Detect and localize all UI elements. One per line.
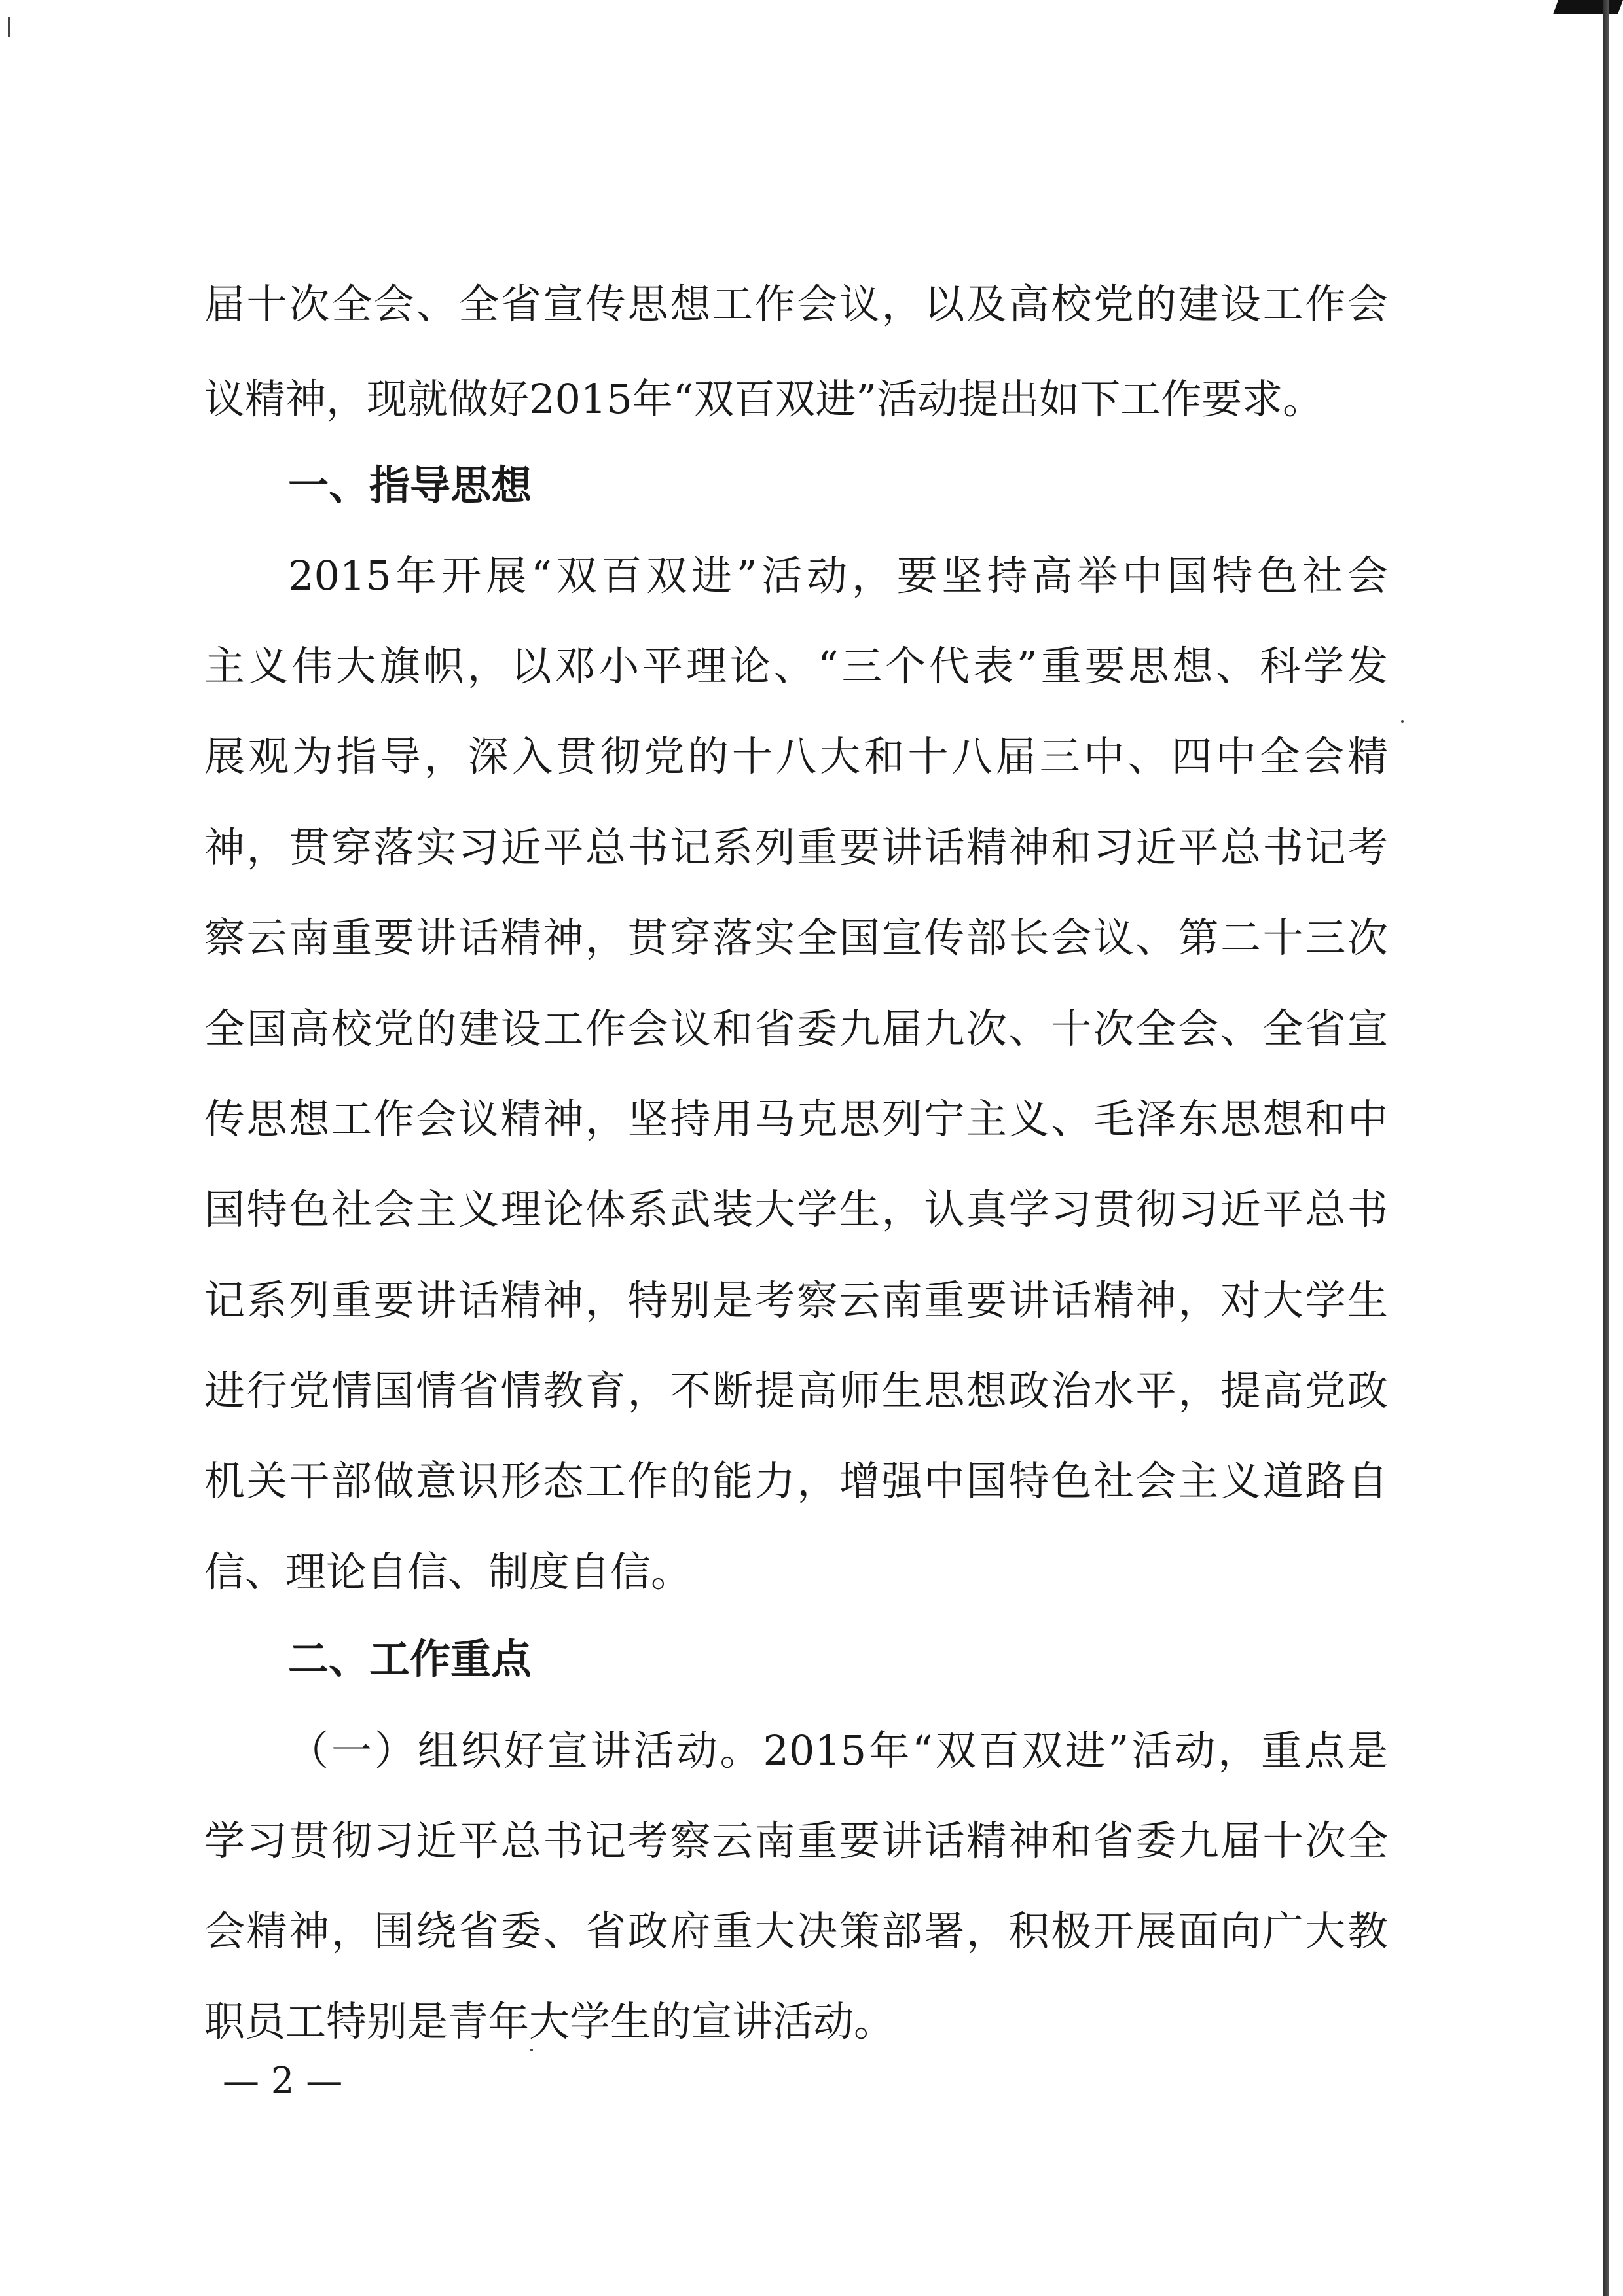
body-line: （一）组织好宣讲活动。2015年“双百双进”活动，重点是 — [288, 1727, 1388, 1774]
body-line: 记系列重要讲话精神，特别是考察云南重要讲话精神，对大学生 — [204, 1276, 1388, 1324]
body-line: 机关干部做意识形态工作的能力，增强中国特色社会主义道路自 — [204, 1457, 1388, 1505]
body-line: 主义伟大旗帜，以邓小平理论、“三个代表”重要思想、科学发 — [204, 642, 1388, 690]
body-line: 2015年开展“双百双进”活动，要坚持高举中国特色社会 — [288, 552, 1388, 600]
body-line: 国特色社会主义理论体系武装大学生，认真学习贯彻习近平总书 — [204, 1185, 1388, 1233]
section-heading: 一、指导思想 — [288, 461, 532, 509]
body-line: 进行党情国情省情教育，不断提高师生思想政治水平，提高党政 — [204, 1367, 1388, 1414]
body-line: 会精神，围绕省委、省政府重大决策部署，积极开展面向广大教 — [204, 1907, 1388, 1955]
body-line: 全国高校党的建设工作会议和省委九届九次、十次全会、全省宣 — [204, 1005, 1388, 1052]
body-line: 学习贯彻习近平总书记考察云南重要讲话精神和省委九届十次全 — [204, 1817, 1388, 1865]
body-line: 神，贯穿落实习近平总书记系列重要讲话精神和习近平总书记考 — [204, 823, 1388, 871]
body-line: 展观为指导，深入贯彻党的十八大和十八届三中、四中全会精 — [204, 732, 1388, 780]
page-number: — 2 — — [223, 2060, 343, 2102]
body-line: 职员工特别是青年大学生的宣讲活动。 — [204, 1998, 895, 2045]
body-line: 届十次全会、全省宣传思想工作会议，以及高校党的建设工作会 — [204, 280, 1388, 328]
body-line: 察云南重要讲话精神，贯穿落实全国宣传部长会议、第二十三次 — [204, 914, 1388, 961]
body-line: 议精神，现就做好2015年“双百双进”活动提出如下工作要求。 — [204, 375, 1324, 423]
section-heading: 二、工作重点 — [288, 1635, 532, 1683]
body-line: 传思想工作会议精神，坚持用马克思列宁主义、毛泽东思想和中 — [204, 1095, 1388, 1143]
body-line: 信、理论自信、制度自信。 — [204, 1548, 692, 1596]
